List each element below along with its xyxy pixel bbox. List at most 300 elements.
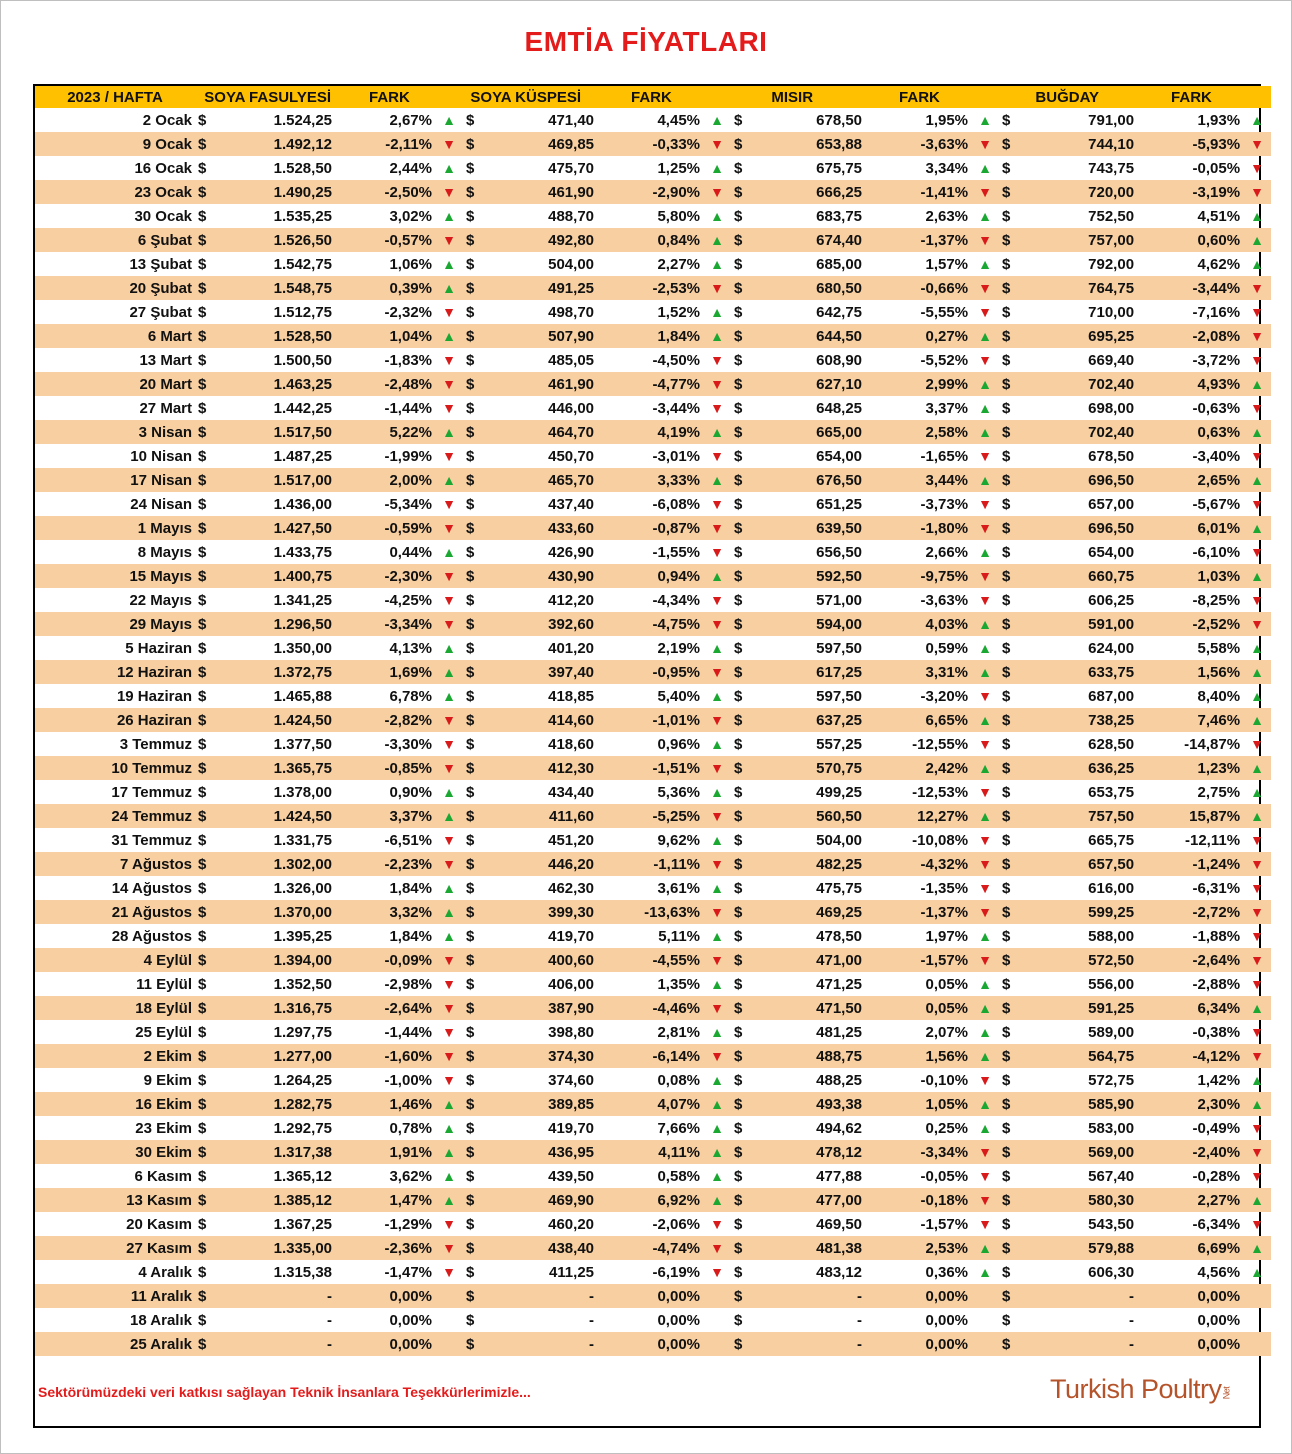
soybean-diff-cell: -2,36% bbox=[335, 1236, 435, 1260]
corn-diff-cell: -3,20% bbox=[920, 687, 969, 705]
currency-cell: $ bbox=[1002, 591, 1011, 609]
trend-up-icon: ▲ bbox=[703, 1188, 731, 1212]
wheat-diff-cell: -2,72% bbox=[1137, 900, 1243, 924]
soymeal-diff-cell: 5,36% bbox=[657, 783, 701, 801]
trend-up-icon: ▲ bbox=[442, 688, 456, 704]
soybean-price-cell: 1.352,50 bbox=[273, 975, 332, 993]
soymeal-diff-cell: 0,58% bbox=[657, 1167, 701, 1185]
currency-cell: $ bbox=[731, 180, 753, 204]
trend-down-icon: ▼ bbox=[1250, 448, 1264, 464]
currency-cell: $ bbox=[195, 900, 217, 924]
soybean-price-cell: 1.282,75 bbox=[217, 1092, 335, 1116]
soymeal-diff-cell: -4,74% bbox=[597, 1236, 703, 1260]
soybean-diff-cell: -2,82% bbox=[335, 708, 435, 732]
wheat-diff-cell: 2,27% bbox=[1137, 1188, 1243, 1212]
trend-up-icon: ▲ bbox=[710, 688, 724, 704]
soybean-diff-cell: -3,30% bbox=[384, 735, 432, 753]
soymeal-price-cell: 411,60 bbox=[485, 804, 597, 828]
corn-price-cell: 483,12 bbox=[816, 1263, 863, 1281]
table-row bbox=[35, 1044, 1271, 1068]
week-cell: 26 Haziran bbox=[35, 708, 195, 732]
trend-up-icon: ▲ bbox=[703, 1140, 731, 1164]
currency-cell: $ bbox=[1002, 1119, 1011, 1137]
corn-diff-cell: 1,56% bbox=[865, 1044, 971, 1068]
soybean-price-cell: 1.400,75 bbox=[217, 564, 335, 588]
soybean-diff-cell: -0,85% bbox=[335, 756, 435, 780]
trend-up-icon: ▲ bbox=[435, 1140, 463, 1164]
currency-cell: $ bbox=[195, 516, 217, 540]
trend-down-icon: ▼ bbox=[978, 592, 992, 608]
soymeal-diff-cell: -0,95% bbox=[597, 660, 703, 684]
soymeal-price-cell: - bbox=[485, 1332, 597, 1356]
wheat-diff-cell: 15,87% bbox=[1137, 804, 1243, 828]
wheat-diff-cell: 4,62% bbox=[1197, 255, 1241, 273]
soymeal-price-cell: 462,30 bbox=[548, 879, 595, 897]
soybean-price-cell: - bbox=[217, 1284, 335, 1308]
table-row bbox=[35, 876, 1271, 900]
trend-empty bbox=[435, 1332, 463, 1356]
currency-cell: $ bbox=[463, 948, 485, 972]
corn-diff-cell: 1,57% bbox=[925, 255, 969, 273]
currency-cell: $ bbox=[198, 1311, 207, 1329]
corn-diff-cell: -0,10% bbox=[920, 1071, 969, 1089]
soybean-price-cell: 1.463,25 bbox=[217, 372, 335, 396]
currency-cell: $ bbox=[466, 879, 475, 897]
soymeal-price-cell: 374,30 bbox=[485, 1044, 597, 1068]
week-cell: 11 Eylül bbox=[136, 975, 192, 993]
trend-up-icon: ▲ bbox=[971, 612, 999, 636]
currency-cell: $ bbox=[463, 996, 485, 1020]
trend-up-icon: ▲ bbox=[710, 1168, 724, 1184]
trend-up-icon: ▲ bbox=[1243, 564, 1271, 588]
corn-price-cell: 648,25 bbox=[816, 399, 863, 417]
soymeal-diff-cell: -4,77% bbox=[597, 372, 703, 396]
trend-down-icon: ▼ bbox=[703, 708, 731, 732]
currency-cell: $ bbox=[734, 111, 743, 129]
table-row bbox=[35, 1140, 1271, 1164]
wheat-price-cell: 572,75 bbox=[1088, 1071, 1135, 1089]
currency-cell: $ bbox=[466, 687, 475, 705]
currency-cell: $ bbox=[734, 975, 743, 993]
soybean-diff-cell: -2,32% bbox=[384, 303, 432, 321]
trend-down-icon: ▼ bbox=[1243, 324, 1271, 348]
table-row bbox=[35, 420, 1271, 444]
week-cell: 20 Mart bbox=[35, 372, 195, 396]
week-cell: 24 Temmuz bbox=[35, 804, 195, 828]
currency-cell: $ bbox=[466, 159, 475, 177]
trend-down-icon: ▼ bbox=[971, 852, 999, 876]
corn-diff-cell: 0,36% bbox=[925, 1263, 969, 1281]
trend-up-icon: ▲ bbox=[435, 1188, 463, 1212]
soybean-diff-cell: -2,23% bbox=[335, 852, 435, 876]
trend-up-icon: ▲ bbox=[710, 736, 724, 752]
week-cell: 25 Eylül bbox=[135, 1023, 192, 1041]
currency-cell: $ bbox=[463, 900, 485, 924]
wheat-diff-cell: 2,30% bbox=[1137, 1092, 1243, 1116]
corn-diff-cell: 2,63% bbox=[925, 207, 969, 225]
currency-cell: $ bbox=[734, 543, 743, 561]
currency-cell: $ bbox=[731, 948, 753, 972]
trend-up-icon: ▲ bbox=[442, 256, 456, 272]
corn-price-cell: 666,25 bbox=[753, 180, 865, 204]
corn-price-cell: - bbox=[857, 1311, 863, 1329]
soybean-price-cell: 1.277,00 bbox=[217, 1044, 335, 1068]
soybean-diff-cell: 1,84% bbox=[389, 879, 432, 897]
corn-diff-cell: -1,37% bbox=[865, 228, 971, 252]
trend-up-icon: ▲ bbox=[1243, 516, 1271, 540]
wheat-price-cell: 636,25 bbox=[1021, 756, 1137, 780]
soybean-diff-cell: -1,60% bbox=[335, 1044, 435, 1068]
soymeal-price-cell: 401,20 bbox=[548, 639, 595, 657]
currency-cell: $ bbox=[466, 591, 475, 609]
soybean-price-cell: 1.326,00 bbox=[273, 879, 332, 897]
currency-cell: $ bbox=[463, 1284, 485, 1308]
soybean-diff-cell: -2,11% bbox=[335, 132, 435, 156]
table-row bbox=[35, 108, 1271, 132]
currency-cell: $ bbox=[734, 879, 743, 897]
corn-price-cell: 627,10 bbox=[753, 372, 865, 396]
soymeal-diff-cell: 6,92% bbox=[597, 1188, 703, 1212]
week-cell: 4 Eylül bbox=[35, 948, 195, 972]
trend-down-icon: ▼ bbox=[710, 592, 724, 608]
trend-empty bbox=[703, 1332, 731, 1356]
soybean-price-cell: 1.524,25 bbox=[273, 111, 332, 129]
wheat-diff-cell: -6,10% bbox=[1192, 543, 1241, 561]
soymeal-diff-cell: 4,07% bbox=[597, 1092, 703, 1116]
soybean-diff-cell: -2,64% bbox=[335, 996, 435, 1020]
soymeal-diff-cell: 2,19% bbox=[657, 639, 701, 657]
corn-diff-cell: 4,03% bbox=[865, 612, 971, 636]
table-row bbox=[35, 228, 1271, 252]
wheat-price-cell: 580,30 bbox=[1021, 1188, 1137, 1212]
soymeal-diff-cell: 1,52% bbox=[657, 303, 701, 321]
currency-cell: $ bbox=[731, 228, 753, 252]
soybean-diff-cell: -1,29% bbox=[384, 1215, 432, 1233]
trend-up-icon: ▲ bbox=[1243, 372, 1271, 396]
currency-cell: $ bbox=[731, 612, 753, 636]
wheat-diff-cell: -8,25% bbox=[1192, 591, 1241, 609]
soymeal-price-cell: 491,25 bbox=[485, 276, 597, 300]
corn-price-cell: 478,12 bbox=[753, 1140, 865, 1164]
table-row bbox=[35, 348, 1271, 372]
wheat-diff-cell: 2,75% bbox=[1197, 783, 1241, 801]
currency-cell: $ bbox=[466, 495, 475, 513]
trend-down-icon: ▼ bbox=[442, 1024, 456, 1040]
currency-cell: $ bbox=[731, 516, 753, 540]
wheat-diff-cell: 0,00% bbox=[1197, 1311, 1241, 1329]
currency-cell: $ bbox=[195, 1140, 217, 1164]
wheat-diff-cell: -0,63% bbox=[1192, 399, 1241, 417]
wheat-diff-cell: 1,56% bbox=[1137, 660, 1243, 684]
trend-up-icon: ▲ bbox=[1250, 688, 1264, 704]
currency-cell: $ bbox=[198, 1023, 207, 1041]
wheat-diff-cell: -2,88% bbox=[1192, 975, 1241, 993]
trend-up-icon: ▲ bbox=[703, 324, 731, 348]
currency-cell: $ bbox=[198, 831, 207, 849]
corn-diff-cell: 3,34% bbox=[925, 159, 969, 177]
trend-up-icon: ▲ bbox=[710, 256, 724, 272]
table-row bbox=[35, 1212, 1271, 1236]
trend-empty bbox=[1243, 1284, 1271, 1308]
currency-cell: $ bbox=[466, 783, 475, 801]
corn-diff-cell: 0,00% bbox=[865, 1284, 971, 1308]
trend-down-icon: ▼ bbox=[1243, 852, 1271, 876]
soymeal-diff-cell: 5,40% bbox=[657, 687, 701, 705]
currency-cell: $ bbox=[999, 948, 1021, 972]
corn-diff-cell: 0,05% bbox=[865, 996, 971, 1020]
wheat-price-cell: 624,00 bbox=[1088, 639, 1135, 657]
wheat-price-cell: 657,50 bbox=[1021, 852, 1137, 876]
soybean-price-cell: 1.394,00 bbox=[217, 948, 335, 972]
soybean-diff-cell: 0,44% bbox=[389, 543, 432, 561]
trend-down-icon: ▼ bbox=[1250, 976, 1264, 992]
week-cell: 18 Eylül bbox=[35, 996, 195, 1020]
wheat-price-cell: 792,00 bbox=[1088, 255, 1135, 273]
trend-up-icon: ▲ bbox=[1243, 420, 1271, 444]
trend-up-icon: ▲ bbox=[435, 1092, 463, 1116]
currency-cell: $ bbox=[1002, 639, 1011, 657]
week-cell: 27 Kasım bbox=[35, 1236, 195, 1260]
currency-cell: $ bbox=[734, 495, 743, 513]
wheat-diff-cell: 6,34% bbox=[1137, 996, 1243, 1020]
soybean-diff-cell: -0,57% bbox=[335, 228, 435, 252]
week-cell: 1 Mayıs bbox=[35, 516, 195, 540]
trend-down-icon: ▼ bbox=[971, 276, 999, 300]
week-cell: 13 Kasım bbox=[35, 1188, 195, 1212]
currency-cell: $ bbox=[198, 591, 207, 609]
corn-diff-cell: 3,37% bbox=[925, 399, 969, 417]
currency-cell: $ bbox=[1002, 1167, 1011, 1185]
currency-cell: $ bbox=[734, 735, 743, 753]
trend-down-icon: ▼ bbox=[442, 304, 456, 320]
currency-cell: $ bbox=[734, 1119, 743, 1137]
trend-down-icon: ▼ bbox=[703, 996, 731, 1020]
soybean-diff-cell: -0,59% bbox=[335, 516, 435, 540]
table-row bbox=[35, 180, 1271, 204]
trend-down-icon: ▼ bbox=[710, 400, 724, 416]
currency-cell: $ bbox=[734, 447, 743, 465]
soybean-diff-cell: -1,44% bbox=[384, 1023, 432, 1041]
trend-up-icon: ▲ bbox=[1243, 1092, 1271, 1116]
corn-diff-cell: -0,66% bbox=[865, 276, 971, 300]
soymeal-diff-cell: -1,01% bbox=[597, 708, 703, 732]
table-row bbox=[35, 612, 1271, 636]
trend-up-icon: ▲ bbox=[710, 928, 724, 944]
week-cell: 23 Ekim bbox=[135, 1119, 192, 1137]
week-cell: 13 Şubat bbox=[129, 255, 192, 273]
soybean-diff-cell: 2,00% bbox=[335, 468, 435, 492]
trend-up-icon: ▲ bbox=[1250, 1072, 1264, 1088]
wheat-price-cell: 591,00 bbox=[1021, 612, 1137, 636]
trend-up-icon: ▲ bbox=[971, 708, 999, 732]
currency-cell: $ bbox=[195, 1044, 217, 1068]
currency-cell: $ bbox=[198, 1119, 207, 1137]
table-row bbox=[35, 780, 1271, 804]
corn-diff-cell: 3,31% bbox=[865, 660, 971, 684]
header-corn-diff: FARK bbox=[865, 86, 999, 108]
table-row bbox=[35, 636, 1271, 660]
table-row bbox=[35, 1068, 1271, 1092]
currency-cell: $ bbox=[731, 276, 753, 300]
corn-price-cell: 475,75 bbox=[816, 879, 863, 897]
soybean-price-cell: 1.517,50 bbox=[217, 420, 335, 444]
wheat-diff-cell: -2,40% bbox=[1137, 1140, 1243, 1164]
soybean-price-cell: 1.465,88 bbox=[273, 687, 332, 705]
wheat-price-cell: - bbox=[1021, 1332, 1137, 1356]
week-cell: 30 Ocak bbox=[134, 207, 192, 225]
trend-up-icon: ▲ bbox=[1243, 804, 1271, 828]
trend-up-icon: ▲ bbox=[1250, 784, 1264, 800]
wheat-diff-cell: 4,51% bbox=[1197, 207, 1241, 225]
header-soybean: SOYA FASULYESİ bbox=[195, 86, 335, 108]
trend-up-icon: ▲ bbox=[442, 544, 456, 560]
trend-down-icon: ▼ bbox=[978, 880, 992, 896]
table-row bbox=[35, 540, 1271, 564]
soymeal-diff-cell: -0,33% bbox=[597, 132, 703, 156]
soymeal-diff-cell: 7,66% bbox=[657, 1119, 701, 1137]
soymeal-diff-cell: 4,19% bbox=[597, 420, 703, 444]
wheat-price-cell: 702,40 bbox=[1021, 420, 1137, 444]
wheat-diff-cell: -3,40% bbox=[1192, 447, 1241, 465]
week-cell: 30 Ekim bbox=[35, 1140, 195, 1164]
currency-cell: $ bbox=[731, 1284, 753, 1308]
soymeal-diff-cell: 4,11% bbox=[597, 1140, 703, 1164]
week-cell: 6 Şubat bbox=[35, 228, 195, 252]
soymeal-diff-cell: 1,35% bbox=[657, 975, 701, 993]
trend-up-icon: ▲ bbox=[703, 1092, 731, 1116]
week-cell: 3 Temmuz bbox=[119, 735, 192, 753]
currency-cell: $ bbox=[999, 372, 1021, 396]
trend-up-icon: ▲ bbox=[710, 832, 724, 848]
currency-cell: $ bbox=[195, 1284, 217, 1308]
logo-suffix: Net bbox=[1220, 1386, 1231, 1400]
table-row bbox=[35, 588, 1271, 612]
soymeal-price-cell: 414,60 bbox=[485, 708, 597, 732]
currency-cell: $ bbox=[734, 159, 743, 177]
currency-cell: $ bbox=[463, 276, 485, 300]
currency-cell: $ bbox=[198, 255, 207, 273]
soybean-price-cell: 1.487,25 bbox=[273, 447, 332, 465]
soybean-price-cell: 1.378,00 bbox=[273, 783, 332, 801]
currency-cell: $ bbox=[1002, 879, 1011, 897]
trend-down-icon: ▼ bbox=[703, 948, 731, 972]
week-cell: 14 Ağustos bbox=[111, 879, 192, 897]
wheat-price-cell: 791,00 bbox=[1088, 111, 1135, 129]
table-row bbox=[35, 804, 1271, 828]
corn-diff-cell: -4,32% bbox=[865, 852, 971, 876]
trend-down-icon: ▼ bbox=[703, 804, 731, 828]
trend-down-icon: ▼ bbox=[435, 948, 463, 972]
corn-diff-cell: -1,80% bbox=[865, 516, 971, 540]
trend-up-icon: ▲ bbox=[703, 228, 731, 252]
trend-down-icon: ▼ bbox=[703, 516, 731, 540]
wheat-price-cell: 583,00 bbox=[1088, 1119, 1135, 1137]
currency-cell: $ bbox=[466, 1167, 475, 1185]
trend-up-icon: ▲ bbox=[710, 976, 724, 992]
trend-up-icon: ▲ bbox=[1243, 660, 1271, 684]
trend-up-icon: ▲ bbox=[703, 564, 731, 588]
header-soybean-diff: FARK bbox=[335, 86, 463, 108]
soybean-diff-cell: -2,98% bbox=[384, 975, 432, 993]
corn-price-cell: 674,40 bbox=[753, 228, 865, 252]
soymeal-diff-cell: -4,50% bbox=[652, 351, 701, 369]
corn-price-cell: 680,50 bbox=[753, 276, 865, 300]
wheat-diff-cell: 6,01% bbox=[1137, 516, 1243, 540]
wheat-price-cell: - bbox=[1021, 1284, 1137, 1308]
soymeal-price-cell: 439,50 bbox=[548, 1167, 595, 1185]
corn-price-cell: 597,50 bbox=[816, 639, 863, 657]
corn-price-cell: 678,50 bbox=[816, 111, 863, 129]
trend-down-icon: ▼ bbox=[1243, 948, 1271, 972]
soymeal-price-cell: 398,80 bbox=[548, 1023, 595, 1041]
header-week: 2023 / HAFTA bbox=[35, 86, 195, 108]
table-header bbox=[35, 86, 1271, 108]
soybean-diff-cell: 3,62% bbox=[389, 1167, 432, 1185]
trend-up-icon: ▲ bbox=[442, 112, 456, 128]
currency-cell: $ bbox=[466, 543, 475, 561]
currency-cell: $ bbox=[734, 255, 743, 273]
corn-diff-cell: 1,97% bbox=[925, 927, 969, 945]
corn-price-cell: 499,25 bbox=[816, 783, 863, 801]
soybean-price-cell: 1.335,00 bbox=[217, 1236, 335, 1260]
soymeal-diff-cell: 0,96% bbox=[657, 735, 701, 753]
soymeal-diff-cell: 0,00% bbox=[597, 1332, 703, 1356]
currency-cell: $ bbox=[463, 228, 485, 252]
wheat-price-cell: 752,50 bbox=[1088, 207, 1135, 225]
table-row bbox=[35, 1332, 1271, 1356]
week-cell: 17 Temmuz bbox=[111, 783, 192, 801]
trend-up-icon: ▲ bbox=[978, 976, 992, 992]
trend-up-icon: ▲ bbox=[971, 372, 999, 396]
soybean-price-cell: 1.442,25 bbox=[273, 399, 332, 417]
table-row bbox=[35, 564, 1271, 588]
trend-down-icon: ▼ bbox=[978, 448, 992, 464]
trend-down-icon: ▼ bbox=[1250, 352, 1264, 368]
currency-cell: $ bbox=[195, 612, 217, 636]
currency-cell: $ bbox=[1002, 399, 1011, 417]
currency-cell: $ bbox=[734, 927, 743, 945]
trend-up-icon: ▲ bbox=[978, 1024, 992, 1040]
currency-cell: $ bbox=[466, 399, 475, 417]
corn-diff-cell: 2,53% bbox=[865, 1236, 971, 1260]
trend-down-icon: ▼ bbox=[978, 688, 992, 704]
soymeal-diff-cell: 2,27% bbox=[657, 255, 701, 273]
corn-price-cell: 493,38 bbox=[753, 1092, 865, 1116]
currency-cell: $ bbox=[731, 660, 753, 684]
trend-up-icon: ▲ bbox=[442, 640, 456, 656]
soybean-price-cell: 1.377,50 bbox=[273, 735, 332, 753]
wheat-diff-cell: 4,56% bbox=[1197, 1263, 1241, 1281]
week-cell: 7 Ağustos bbox=[35, 852, 195, 876]
trend-up-icon: ▲ bbox=[978, 112, 992, 128]
trend-up-icon: ▲ bbox=[442, 208, 456, 224]
soymeal-price-cell: 461,90 bbox=[485, 180, 597, 204]
soymeal-price-cell: 492,80 bbox=[485, 228, 597, 252]
corn-price-cell: 471,25 bbox=[816, 975, 863, 993]
soybean-price-cell: 1.365,12 bbox=[273, 1167, 332, 1185]
soymeal-price-cell: 475,70 bbox=[548, 159, 595, 177]
currency-cell: $ bbox=[195, 756, 217, 780]
trend-up-icon: ▲ bbox=[1250, 208, 1264, 224]
soymeal-diff-cell: 1,84% bbox=[597, 324, 703, 348]
week-cell: 10 Nisan bbox=[130, 447, 192, 465]
trend-up-icon: ▲ bbox=[1250, 256, 1264, 272]
soymeal-price-cell: 392,60 bbox=[485, 612, 597, 636]
trend-up-icon: ▲ bbox=[971, 420, 999, 444]
trend-up-icon: ▲ bbox=[971, 660, 999, 684]
corn-price-cell: 685,00 bbox=[816, 255, 863, 273]
currency-cell: $ bbox=[999, 1044, 1021, 1068]
